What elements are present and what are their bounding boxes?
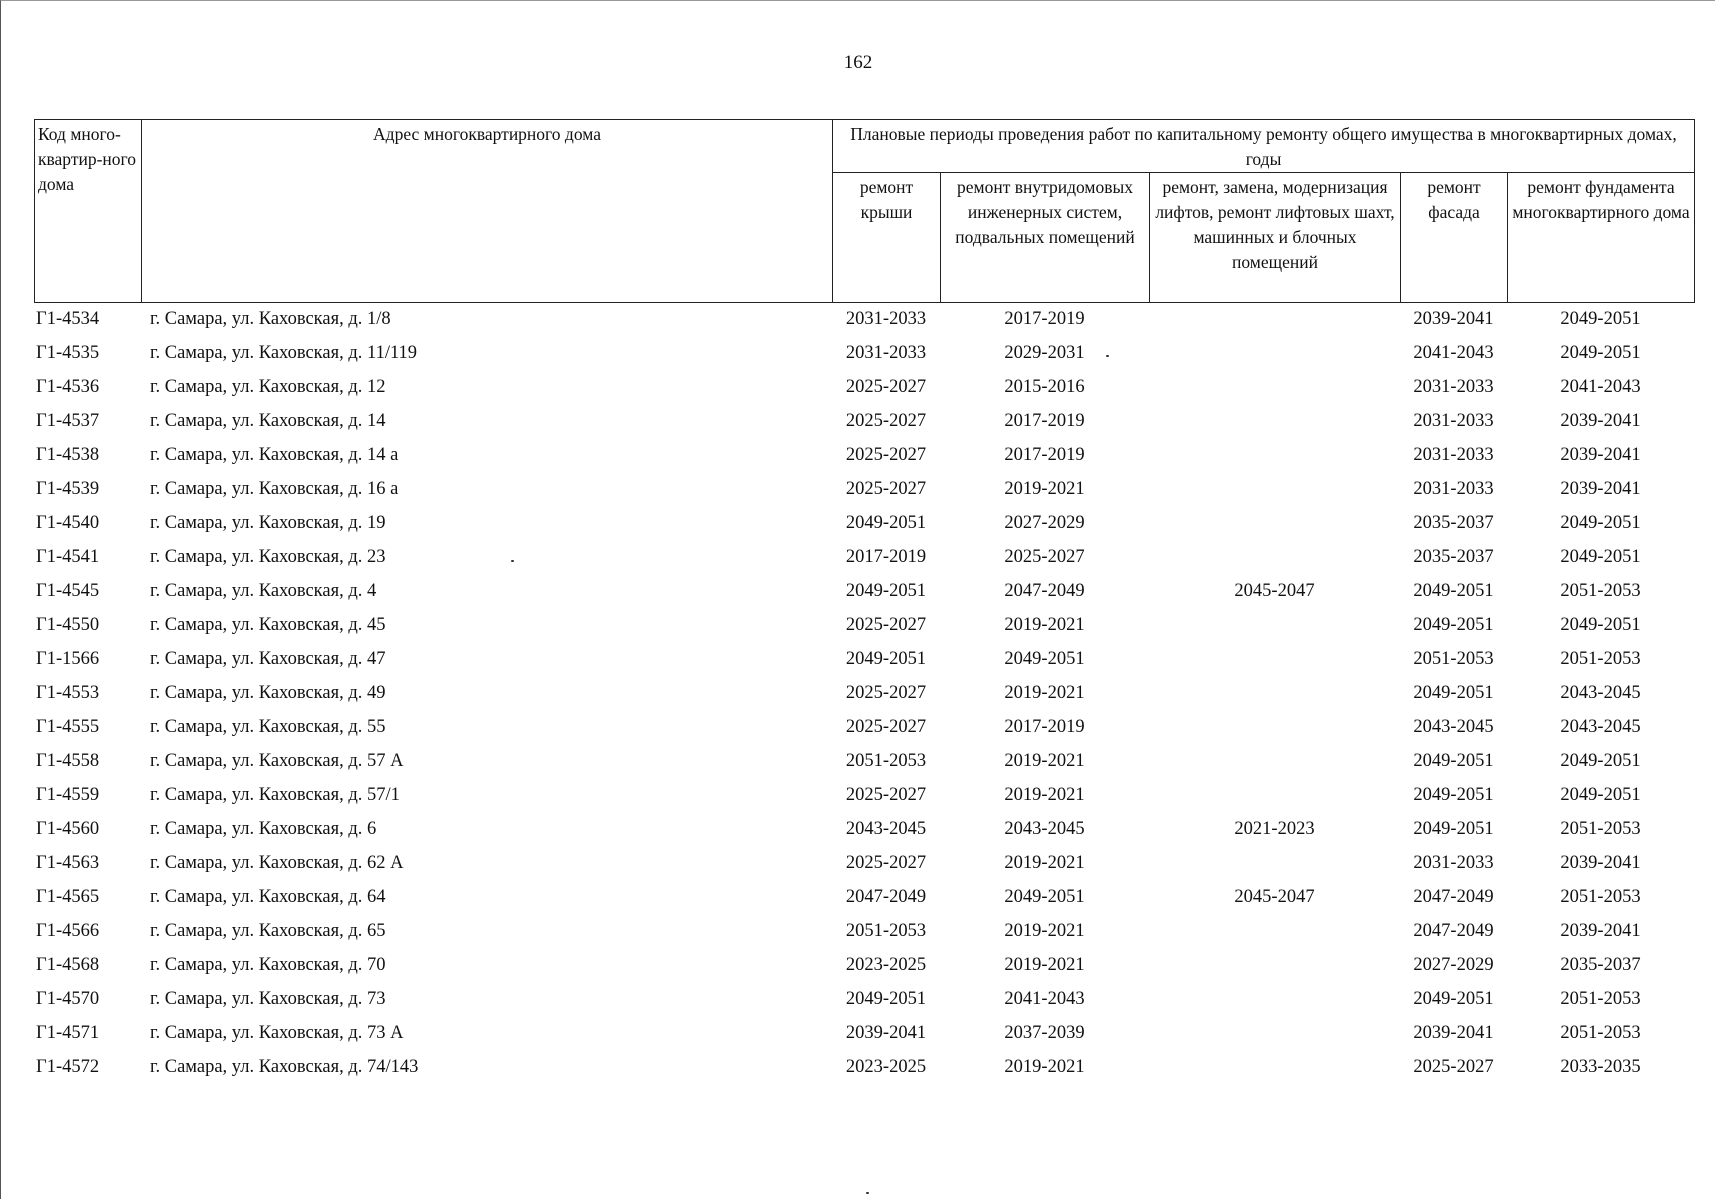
cell-engineering: 2019-2021 [1004, 921, 1085, 941]
cell-roof: 2051-2053 [845, 921, 927, 941]
cell-roof: 2025-2027 [845, 853, 927, 873]
cell-address: г. Самара, ул. Каховская, д. 14 [150, 411, 386, 431]
table-header [34, 119, 1695, 303]
cell-roof: 2025-2027 [845, 785, 927, 805]
cell-facade: 2047-2049 [1413, 921, 1494, 941]
table-row [34, 608, 1694, 642]
header-periods-group: Плановые периоды проведения работ по капитальному ремонту общего имущества в многоквартирных домах, годы [833, 120, 1695, 173]
cell-elevators [1149, 642, 1400, 676]
cell-facade: 2049-2051 [1413, 683, 1494, 703]
cell-foundation: 2039-2041 [1560, 445, 1641, 465]
cell-code: Г1-4539 [36, 479, 100, 499]
cell-elevators [1149, 778, 1400, 812]
cell-address: г. Самара, ул. Каховская, д. 23 [150, 547, 386, 567]
cell-code: Г1-4536 [36, 377, 100, 397]
cell-facade: 2049-2051 [1413, 751, 1494, 771]
cell-address: г. Самара, ул. Каховская, д. 57/1 [150, 785, 400, 805]
cell-foundation: 2043-2045 [1560, 717, 1641, 737]
table-row [34, 404, 1694, 438]
cell-elevators [1149, 982, 1400, 1016]
cell-elevators [1149, 1050, 1400, 1084]
cell-engineering: 2019-2021 [1004, 683, 1085, 703]
cell-code: Г1-4545 [36, 581, 100, 601]
cell-elevators [1149, 914, 1400, 948]
cell-elevators [1149, 540, 1400, 574]
cell-address: г. Самара, ул. Каховская, д. 11/119 [150, 343, 418, 363]
cell-facade: 2049-2051 [1413, 989, 1494, 1009]
cell-roof: 2043-2045 [845, 819, 927, 839]
cell-foundation: 2049-2051 [1560, 615, 1641, 635]
cell-address: г. Самара, ул. Каховская, д. 55 [150, 717, 386, 737]
cell-elevators [1149, 506, 1400, 540]
cell-engineering: 2029-2031 [1004, 343, 1085, 363]
cell-facade: 2043-2045 [1413, 717, 1494, 737]
cell-foundation: 2041-2043 [1560, 377, 1641, 397]
cell-roof: 2049-2051 [845, 513, 927, 533]
cell-elevators [1149, 676, 1400, 710]
cell-roof: 2031-2033 [845, 343, 927, 363]
table-row [34, 914, 1694, 948]
cell-roof: 2051-2053 [845, 751, 927, 771]
table-row [34, 1016, 1694, 1050]
cell-elevators [1149, 846, 1400, 880]
cell-facade: 2049-2051 [1413, 785, 1494, 805]
table-row [34, 336, 1694, 370]
cell-engineering: 2015-2016 [1004, 377, 1085, 397]
header-roof: ремонт крыши [833, 173, 941, 303]
cell-facade: 2047-2049 [1413, 887, 1494, 907]
cell-address: г. Самара, ул. Каховская, д. 45 [150, 615, 386, 635]
cell-engineering: 2019-2021 [1004, 479, 1085, 499]
cell-engineering: 2017-2019 [1004, 309, 1085, 329]
cell-roof: 2025-2027 [845, 683, 927, 703]
cell-code: Г1-4565 [36, 887, 100, 907]
header-engineering: ремонт внутридомовых инженерных систем, подвальных помещений [941, 173, 1150, 303]
cell-address: г. Самара, ул. Каховская, д. 62 А [150, 853, 404, 873]
cell-roof: 2025-2027 [845, 411, 927, 431]
cell-address: г. Самара, ул. Каховская, д. 19 [150, 513, 386, 533]
cell-code: Г1-4560 [36, 819, 100, 839]
cell-engineering: 2049-2051 [1004, 887, 1085, 907]
table-row [34, 302, 1694, 336]
cell-foundation: 2039-2041 [1560, 853, 1641, 873]
cell-address: г. Самара, ул. Каховская, д. 57 А [150, 751, 404, 771]
cell-roof: 2049-2051 [845, 581, 927, 601]
cell-engineering: 2019-2021 [1004, 785, 1085, 805]
cell-roof: 2025-2027 [845, 479, 927, 499]
table-row [34, 472, 1694, 506]
cell-foundation: 2049-2051 [1560, 751, 1641, 771]
cell-facade: 2035-2037 [1413, 513, 1494, 533]
cell-elevators [1149, 948, 1400, 982]
cell-engineering: 2047-2049 [1004, 581, 1085, 601]
cell-facade: 2039-2041 [1413, 309, 1494, 329]
cell-code: Г1-4540 [36, 513, 100, 533]
cell-code: Г1-4537 [36, 411, 100, 431]
cell-roof: 2039-2041 [845, 1023, 927, 1043]
cell-foundation: 2049-2051 [1560, 309, 1641, 329]
cell-facade: 2027-2029 [1413, 955, 1494, 975]
cell-code: Г1-4572 [36, 1057, 100, 1077]
cell-engineering: 2019-2021 [1004, 1057, 1085, 1077]
cell-elevators [1149, 608, 1400, 642]
cell-facade: 2049-2051 [1413, 819, 1494, 839]
cell-engineering: 2037-2039 [1004, 1023, 1085, 1043]
cell-foundation: 2033-2035 [1560, 1057, 1641, 1077]
cell-foundation: 2051-2053 [1560, 581, 1641, 601]
cell-roof: 2025-2027 [845, 717, 927, 737]
table-row [34, 370, 1694, 404]
cell-address: г. Самара, ул. Каховская, д. 6 [150, 819, 377, 839]
cell-code: Г1-4568 [36, 955, 100, 975]
table-body [34, 302, 1694, 1084]
cell-address: г. Самара, ул. Каховская, д. 47 [150, 649, 386, 669]
cell-engineering: 2017-2019 [1004, 445, 1085, 465]
cell-foundation: 2051-2053 [1560, 819, 1641, 839]
cell-facade: 2035-2037 [1413, 547, 1494, 567]
table-row [34, 676, 1694, 710]
cell-engineering: 2019-2021 [1004, 853, 1085, 873]
cell-roof: 2023-2025 [845, 955, 927, 975]
cell-foundation: 2049-2051 [1560, 785, 1641, 805]
cell-roof: 2025-2027 [845, 445, 927, 465]
table-row [34, 812, 1694, 846]
cell-foundation: 2051-2053 [1560, 887, 1641, 907]
cell-elevators: 2021-2023 [1234, 819, 1315, 839]
cell-foundation: 2035-2037 [1560, 955, 1641, 975]
cell-engineering: 2019-2021 [1004, 955, 1085, 975]
cell-address: г. Самара, ул. Каховская, д. 1/8 [150, 309, 391, 329]
cell-code: Г1-4570 [36, 989, 100, 1009]
cell-facade: 2031-2033 [1413, 479, 1494, 499]
cell-facade: 2039-2041 [1413, 1023, 1494, 1043]
cell-roof: 2025-2027 [845, 615, 927, 635]
scan-speck [511, 560, 514, 562]
table-row [34, 438, 1694, 472]
cell-elevators [1149, 472, 1400, 506]
cell-foundation: 2049-2051 [1560, 513, 1641, 533]
cell-foundation: 2039-2041 [1560, 411, 1641, 431]
cell-elevators [1149, 744, 1400, 778]
cell-foundation: 2049-2051 [1560, 343, 1641, 363]
cell-facade: 2051-2053 [1413, 649, 1494, 669]
cell-foundation: 2049-2051 [1560, 547, 1641, 567]
cell-address: г. Самара, ул. Каховская, д. 49 [150, 683, 386, 703]
cell-code: Г1-4566 [36, 921, 100, 941]
cell-engineering: 2019-2021 [1004, 615, 1085, 635]
table-row [34, 846, 1694, 880]
cell-engineering: 2017-2019 [1004, 411, 1085, 431]
table-row [34, 710, 1694, 744]
cell-foundation: 2043-2045 [1560, 683, 1641, 703]
scan-speck [1106, 355, 1109, 357]
header-address: Адрес многоквартирного дома [142, 120, 833, 303]
cell-code: Г1-4571 [36, 1023, 100, 1043]
cell-address: г. Самара, ул. Каховская, д. 16 а [150, 479, 399, 499]
cell-foundation: 2039-2041 [1560, 921, 1641, 941]
cell-elevators [1149, 710, 1400, 744]
cell-elevators: 2045-2047 [1234, 887, 1315, 907]
table-row [34, 948, 1694, 982]
cell-address: г. Самара, ул. Каховская, д. 64 [150, 887, 386, 907]
cell-elevators [1149, 404, 1400, 438]
header-elevators: ремонт, замена, модернизация лифтов, ремонт лифтовых шахт, машинных и блочных помещений [1150, 173, 1401, 303]
cell-roof: 2047-2049 [845, 887, 927, 907]
table-row [34, 880, 1694, 914]
cell-elevators [1149, 336, 1400, 370]
cell-address: г. Самара, ул. Каховская, д. 14 а [150, 445, 399, 465]
cell-code: Г1-4535 [36, 343, 100, 363]
cell-facade: 2031-2033 [1413, 377, 1494, 397]
cell-engineering: 2043-2045 [1004, 819, 1085, 839]
cell-engineering: 2019-2021 [1004, 751, 1085, 771]
cell-facade: 2049-2051 [1413, 581, 1494, 601]
cell-roof: 2049-2051 [845, 989, 927, 1009]
page-number: 162 [843, 52, 873, 73]
table-row [34, 574, 1694, 608]
cell-address: г. Самара, ул. Каховская, д. 12 [150, 377, 386, 397]
cell-elevators [1149, 438, 1400, 472]
cell-address: г. Самара, ул. Каховская, д. 73 [150, 989, 386, 1009]
header-facade: ремонт фасада [1401, 173, 1508, 303]
cell-foundation: 2039-2041 [1560, 479, 1641, 499]
cell-code: Г1-4558 [36, 751, 100, 771]
cell-elevators: 2045-2047 [1234, 581, 1315, 601]
cell-engineering: 2017-2019 [1004, 717, 1085, 737]
cell-facade: 2049-2051 [1413, 615, 1494, 635]
cell-address: г. Самара, ул. Каховская, д. 70 [150, 955, 386, 975]
cell-facade: 2025-2027 [1413, 1057, 1494, 1077]
cell-facade: 2041-2043 [1413, 343, 1494, 363]
cell-engineering: 2049-2051 [1004, 649, 1085, 669]
header-foundation: ремонт фундамента многоквартирного дома [1508, 173, 1695, 303]
table-row [34, 642, 1694, 676]
scan-speck [866, 1192, 869, 1194]
cell-facade: 2031-2033 [1413, 445, 1494, 465]
cell-code: Г1-4550 [36, 615, 100, 635]
cell-code: Г1-4541 [36, 547, 100, 567]
cell-elevators [1149, 1016, 1400, 1050]
cell-code: Г1-4553 [36, 683, 100, 703]
cell-code: Г1-4555 [36, 717, 100, 737]
cell-address: г. Самара, ул. Каховская, д. 65 [150, 921, 386, 941]
header-code: Код много-квартир-ного дома [35, 120, 142, 303]
table-row [34, 540, 1694, 574]
table-row [34, 744, 1694, 778]
cell-address: г. Самара, ул. Каховская, д. 74/143 [150, 1057, 419, 1077]
cell-code: Г1-1566 [36, 649, 100, 669]
cell-elevators [1149, 370, 1400, 404]
table-row [34, 778, 1694, 812]
cell-foundation: 2051-2053 [1560, 989, 1641, 1009]
cell-code: Г1-4563 [36, 853, 100, 873]
cell-roof: 2017-2019 [845, 547, 927, 567]
cell-foundation: 2051-2053 [1560, 649, 1641, 669]
cell-roof: 2049-2051 [845, 649, 927, 669]
cell-facade: 2031-2033 [1413, 411, 1494, 431]
cell-address: г. Самара, ул. Каховская, д. 4 [150, 581, 377, 601]
cell-address: г. Самара, ул. Каховская, д. 73 А [150, 1023, 404, 1043]
cell-elevators [1149, 302, 1400, 336]
cell-code: Г1-4538 [36, 445, 100, 465]
cell-facade: 2031-2033 [1413, 853, 1494, 873]
cell-engineering: 2025-2027 [1004, 547, 1085, 567]
cell-engineering: 2027-2029 [1004, 513, 1085, 533]
table-rows [34, 302, 1694, 1084]
cell-roof: 2023-2025 [845, 1057, 927, 1077]
cell-code: Г1-4559 [36, 785, 100, 805]
cell-code: Г1-4534 [36, 309, 100, 329]
table-row [34, 982, 1694, 1016]
cell-engineering: 2041-2043 [1004, 989, 1085, 1009]
cell-roof: 2025-2027 [845, 377, 927, 397]
table-row [34, 1050, 1694, 1084]
cell-roof: 2031-2033 [845, 309, 927, 329]
cell-foundation: 2051-2053 [1560, 1023, 1641, 1043]
table-row [34, 506, 1694, 540]
